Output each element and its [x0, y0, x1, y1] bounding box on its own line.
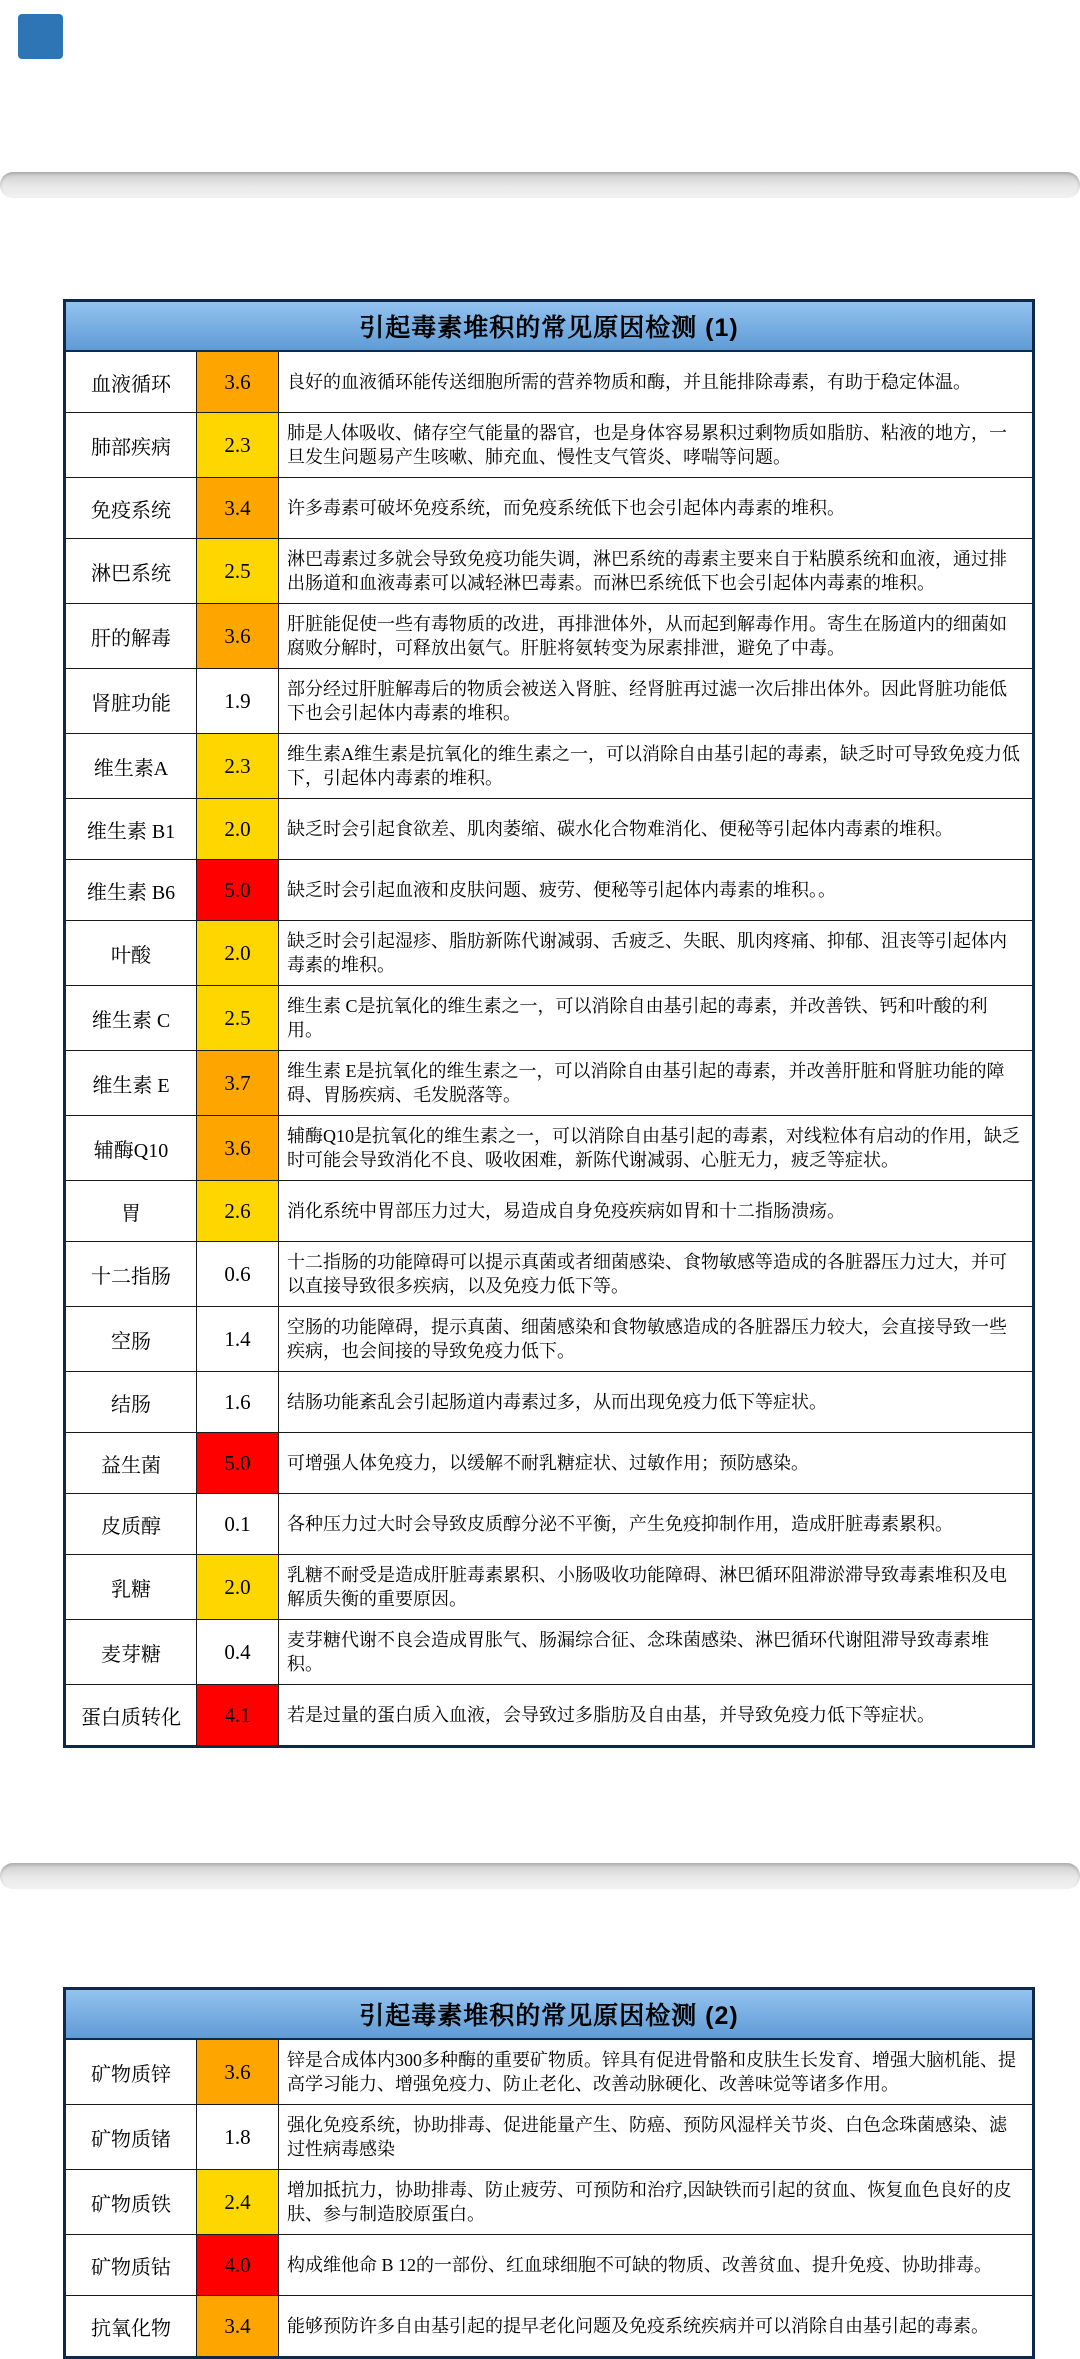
table-row — [66, 2104, 1032, 2169]
item-name: 维生素 C — [66, 986, 197, 1050]
item-name: 肝的解毒 — [66, 604, 197, 668]
table-rows — [66, 2040, 1032, 2356]
item-description: 肝脏能促使一些有毒物质的改进，再排泄体外，从而起到解毒作用。寄生在肠道内的细菌如腐败分解时，可释放出氨气。肝脏将氨转变为尿素排泄，避免了中毒。 — [287, 614, 1007, 658]
item-name: 空肠 — [66, 1307, 197, 1371]
item-score: 3.6 — [197, 2040, 279, 2104]
item-name: 维生素 B6 — [66, 860, 197, 920]
table-row — [66, 1180, 1032, 1241]
table-row — [66, 1115, 1032, 1180]
item-name: 肾脏功能 — [66, 669, 197, 733]
table-row — [66, 1493, 1032, 1554]
table-row — [66, 352, 1032, 412]
item-score: 2.5 — [197, 539, 279, 603]
item-score: 1.8 — [197, 2105, 279, 2169]
table-title: 引起毒素堆积的常见原因检测 (1) — [66, 302, 1032, 352]
table-title: 引起毒素堆积的常见原因检测 (2) — [66, 1990, 1032, 2040]
item-description: 缺乏时会引起湿疹、脂肪新陈代谢减弱、舌疲乏、失眠、肌肉疼痛、抑郁、沮丧等引起体内毒素的堆积。 — [287, 931, 1007, 975]
table-row — [66, 2169, 1032, 2234]
item-name: 血液循环 — [66, 352, 197, 412]
item-name: 麦芽糖 — [66, 1620, 197, 1684]
item-description: 许多毒素可破坏免疫系统，而免疫系统低下也会引起体内毒素的堆积。 — [287, 498, 845, 518]
item-name: 胃 — [66, 1181, 197, 1241]
item-name: 矿物质钴 — [66, 2235, 197, 2295]
item-description: 可增强人体免疫力，以缓解不耐乳糖症状、过敏作用；预防感染。 — [287, 1453, 809, 1473]
table-row — [66, 859, 1032, 920]
item-name: 矿物质锗 — [66, 2105, 197, 2169]
item-description: 消化系统中胃部压力过大，易造成自身免疫疾病如胃和十二指肠溃疡。 — [287, 1201, 845, 1221]
toxin-causes-table-2 — [63, 1987, 1035, 2359]
table-rows — [66, 352, 1032, 1745]
item-name: 结肠 — [66, 1372, 197, 1432]
card-separator-top — [0, 172, 1080, 198]
item-score: 4.1 — [197, 1685, 279, 1745]
item-score: 1.4 — [197, 1307, 279, 1371]
table-row — [66, 477, 1032, 538]
item-name: 叶酸 — [66, 921, 197, 985]
item-score: 3.6 — [197, 352, 279, 412]
item-score: 1.6 — [197, 1372, 279, 1432]
table-row — [66, 538, 1032, 603]
item-description: 维生素A维生素是抗氧化的维生素之一，可以消除自由基引起的毒素，缺乏时可导致免疫力低下，引起体内毒素的堆积。 — [287, 744, 1020, 788]
table-row — [66, 2234, 1032, 2295]
item-description: 良好的血液循环能传送细胞所需的营养物质和酶，并且能排除毒素，有助于稳定体温。 — [287, 372, 971, 392]
item-name: 维生素A — [66, 734, 197, 798]
item-score: 5.0 — [197, 860, 279, 920]
item-score: 3.4 — [197, 478, 279, 538]
item-description: 能够预防许多自由基引起的提早老化问题及免疫系统疾病并可以消除自由基引起的毒素。 — [287, 2316, 989, 2336]
item-description: 淋巴毒素过多就会导致免疫功能失调，淋巴系统的毒素主要来自于粘膜系统和血液，通过排出肠道和血液毒素可以减轻淋巴毒素。而淋巴系统低下也会引起体内毒素的堆积。 — [287, 549, 1007, 593]
item-score: 2.3 — [197, 413, 279, 477]
item-description: 麦芽糖代谢不良会造成胃胀气、肠漏综合征、念珠菌感染、淋巴循环代谢阻滞导致毒素堆积。 — [287, 1630, 989, 1674]
item-description: 维生素 E是抗氧化的维生素之一，可以消除自由基引起的毒素，并改善肝脏和肾脏功能的障碍、胃肠疾病、毛发脱落等。 — [287, 1061, 1005, 1105]
table-row — [66, 920, 1032, 985]
item-description: 辅酶Q10是抗氧化的维生素之一，可以消除自由基引起的毒素，对线粒体有启动的作用，缺乏时可能会导致消化不良、吸收困难，新陈代谢减弱、心脏无力，疲乏等症状。 — [287, 1126, 1020, 1170]
table-row — [66, 668, 1032, 733]
item-score: 5.0 — [197, 1433, 279, 1493]
item-name: 肺部疾病 — [66, 413, 197, 477]
item-name: 矿物质锌 — [66, 2040, 197, 2104]
table-row — [66, 1684, 1032, 1745]
item-score: 2.0 — [197, 921, 279, 985]
item-score: 3.4 — [197, 2296, 279, 2356]
item-score: 0.1 — [197, 1494, 279, 1554]
item-score: 2.5 — [197, 986, 279, 1050]
table-row — [66, 1371, 1032, 1432]
item-name: 蛋白质转化 — [66, 1685, 197, 1745]
item-score: 4.0 — [197, 2235, 279, 2295]
item-score: 3.7 — [197, 1051, 279, 1115]
item-score: 0.6 — [197, 1242, 279, 1306]
table-row — [66, 798, 1032, 859]
table-row — [66, 412, 1032, 477]
table-row — [66, 1619, 1032, 1684]
item-name: 免疫系统 — [66, 478, 197, 538]
table-row — [66, 733, 1032, 798]
item-name: 矿物质铁 — [66, 2170, 197, 2234]
item-description: 十二指肠的功能障碍可以提示真菌或者细菌感染、食物敏感等造成的各脏器压力过大，并可以直接导致很多疾病，以及免疫力低下等。 — [287, 1252, 1007, 1296]
item-description: 各种压力过大时会导致皮质醇分泌不平衡，产生免疫抑制作用，造成肝脏毒素累积。 — [287, 1514, 953, 1534]
item-name: 皮质醇 — [66, 1494, 197, 1554]
item-name: 乳糖 — [66, 1555, 197, 1619]
table-row — [66, 2040, 1032, 2104]
item-description: 肺是人体吸收、储存空气能量的器官，也是身体容易累积过剩物质如脂肪、粘液的地方，一旦发生问题易产生咳嗽、肺充血、慢性支气管炎、哮喘等问题。 — [287, 423, 1007, 467]
item-score: 2.0 — [197, 1555, 279, 1619]
toxin-causes-table-1 — [63, 299, 1035, 1748]
card-separator-middle — [0, 1863, 1080, 1889]
item-description: 缺乏时会引起食欲差、肌肉萎缩、碳水化合物难消化、便秘等引起体内毒素的堆积。 — [287, 819, 953, 839]
item-description: 维生素 C是抗氧化的维生素之一，可以消除自由基引起的毒素，并改善铁、钙和叶酸的利用。 — [287, 996, 988, 1040]
item-score: 0.4 — [197, 1620, 279, 1684]
item-description: 增加抵抗力，协助排毒、防止疲劳、可预防和治疗,因缺铁而引起的贫血、恢复血色良好的皮肤、参与制造胶原蛋白。 — [287, 2180, 1012, 2224]
item-description: 构成维他命 B 12的一部份、红血球细胞不可缺的物质、改善贫血、提升免疫、协助排毒。 — [287, 2255, 993, 2275]
item-description: 空肠的功能障碍，提示真菌、细菌感染和食物敏感造成的各脏器压力较大，会直接导致一些疾病，也会间接的导致免疫力低下。 — [287, 1317, 1007, 1361]
table-row — [66, 985, 1032, 1050]
item-description: 乳糖不耐受是造成肝脏毒素累积、小肠吸收功能障碍、淋巴循环阻滞淤滞导致毒素堆积及电解质失衡的重要原因。 — [287, 1565, 1007, 1609]
app-icon — [18, 14, 63, 59]
table-row — [66, 1050, 1032, 1115]
item-name: 十二指肠 — [66, 1242, 197, 1306]
item-description: 缺乏时会引起血液和皮肤问题、疲劳、便秘等引起体内毒素的堆积。。 — [287, 880, 836, 900]
table-row — [66, 1554, 1032, 1619]
item-score: 3.6 — [197, 1116, 279, 1180]
item-score: 2.0 — [197, 799, 279, 859]
item-name: 抗氧化物 — [66, 2296, 197, 2356]
table-row — [66, 2295, 1032, 2356]
table-row — [66, 1241, 1032, 1306]
item-description: 若是过量的蛋白质入血液，会导致过多脂肪及自由基，并导致免疫力低下等症状。 — [287, 1705, 935, 1725]
item-name: 维生素 B1 — [66, 799, 197, 859]
item-description: 结肠功能紊乱会引起肠道内毒素过多，从而出现免疫力低下等症状。 — [287, 1392, 827, 1412]
item-description: 强化免疫系统，协助排毒、促进能量产生、防癌、预防风湿样关节炎、白色念珠菌感染、滤过性病毒感染 — [287, 2115, 1007, 2159]
item-score: 2.4 — [197, 2170, 279, 2234]
item-score: 1.9 — [197, 669, 279, 733]
table-row — [66, 1306, 1032, 1371]
item-description: 部分经过肝脏解毒后的物质会被送入肾脏、经肾脏再过滤一次后排出体外。因此肾脏功能低下也会引起体内毒素的堆积。 — [287, 679, 1007, 723]
item-score: 3.6 — [197, 604, 279, 668]
item-name: 淋巴系统 — [66, 539, 197, 603]
item-name: 辅酶Q10 — [66, 1116, 197, 1180]
item-name: 维生素 E — [66, 1051, 197, 1115]
table-row — [66, 1432, 1032, 1493]
table-row — [66, 603, 1032, 668]
item-score: 2.6 — [197, 1181, 279, 1241]
item-description: 锌是合成体内300多种酶的重要矿物质。锌具有促进骨骼和皮肤生长发育、增强大脑机能、提高学习能力、增强免疫力、防止老化、改善动脉硬化、改善味觉等诸多作用。 — [287, 2050, 1016, 2094]
item-score: 2.3 — [197, 734, 279, 798]
item-name: 益生菌 — [66, 1433, 197, 1493]
